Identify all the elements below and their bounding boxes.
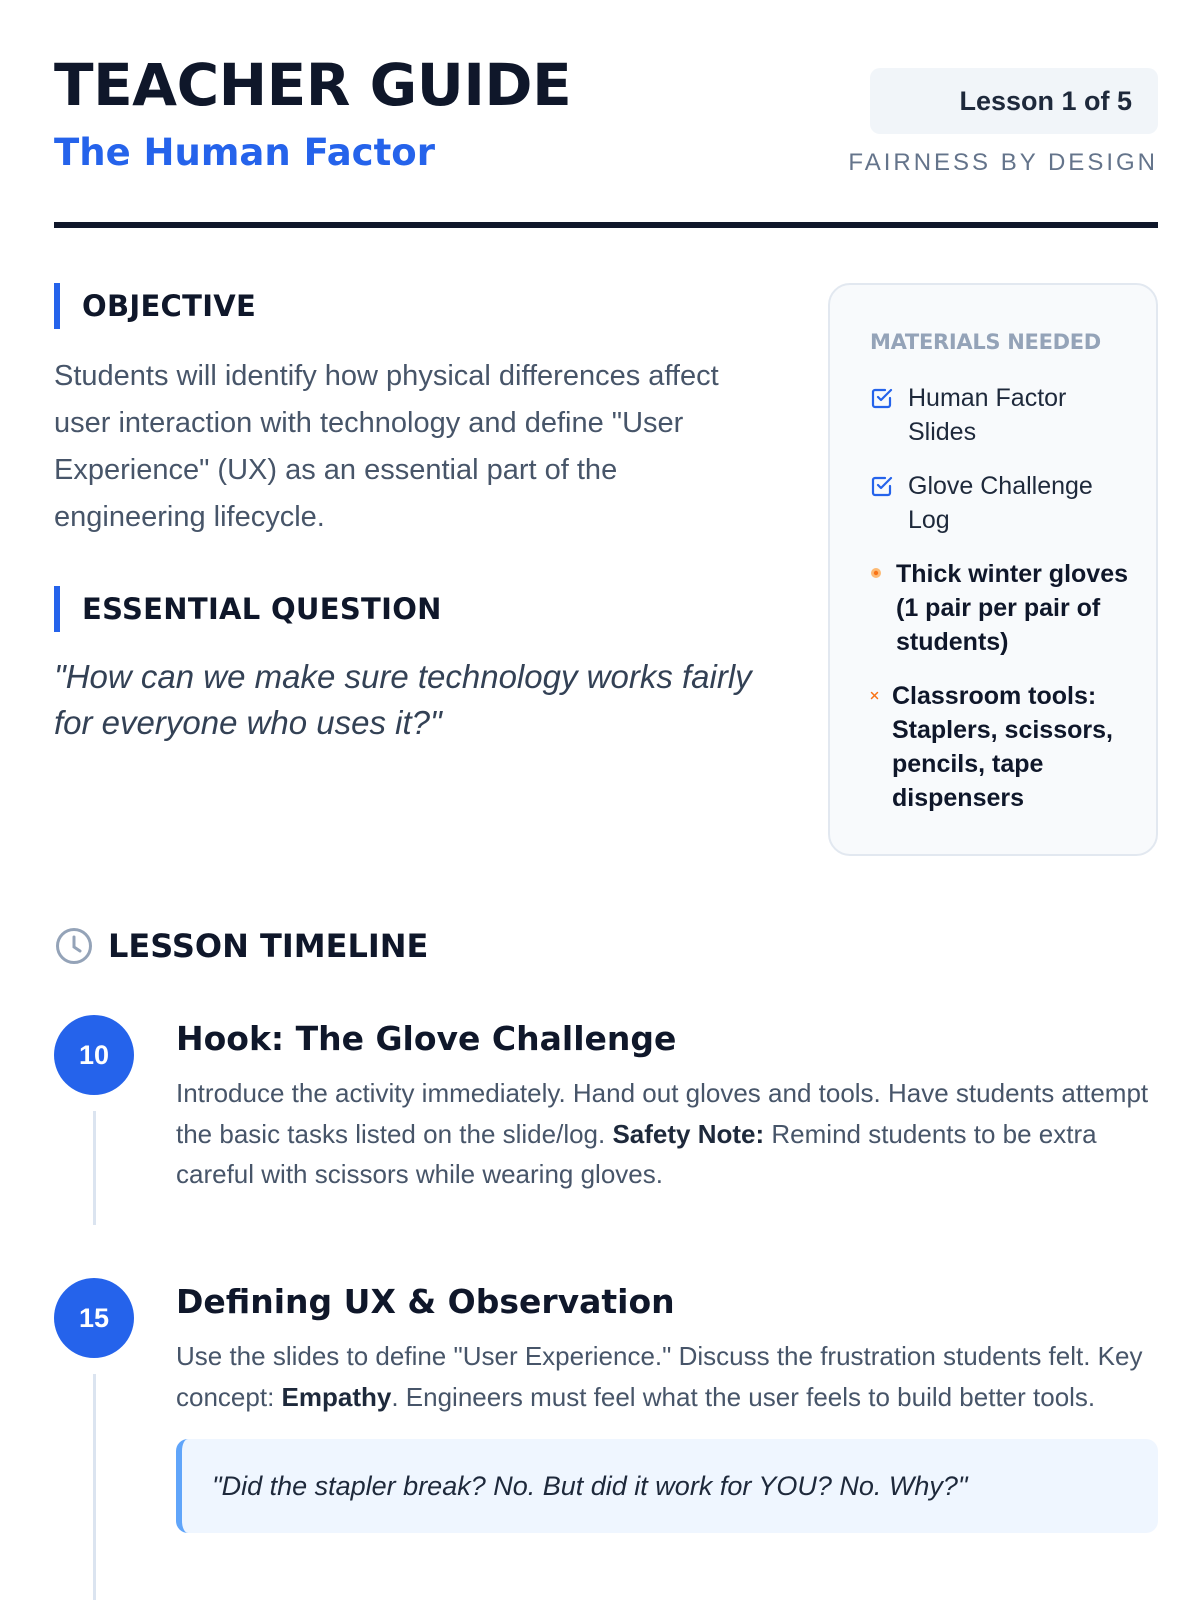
timeline-title: LESSON TIMELINE [108,927,429,965]
list-item [870,557,1132,659]
material-label: Glove Challenge Log [908,472,1093,534]
lesson-subtitle: The Human Factor [54,131,435,174]
list-item [870,469,1132,537]
checkbox-icon [870,386,896,410]
key-concept-label: Empathy [281,1381,392,1412]
timeline-item-description [176,1336,1158,1417]
materials-card [828,283,1158,856]
description-text: Remind students to be extra careful with scissors while wearing gloves. [176,1118,1097,1189]
guide-header [54,52,1158,228]
timeline-body [176,1278,1158,1533]
page-title: TEACHER GUIDE [54,51,572,119]
objective-heading: OBJECTIVE [54,283,774,329]
series-name: FAIRNESS BY DESIGN [848,149,1158,176]
duration-badge: 10 [54,1015,134,1095]
timeline-connector [93,1374,96,1600]
timeline-item-title: Hook: The Glove Challenge [176,1019,677,1058]
list-item [870,679,1132,815]
list-item [870,381,1132,449]
essential-question-heading: ESSENTIAL QUESTION [54,586,774,632]
materials-list [870,381,1132,815]
objective-text: Students will identify how physical differences affect user interaction with technology and define "User Experience" (UX) as an essential part of the engineering lifecycle. [54,360,719,533]
description-text: Introduce the activity immediately. Hand out gloves and tools. Have students attempt the basic tasks listed on the slide/log. [176,1078,1149,1149]
discussion-quote: "Did the stapler break? No. But did it work for YOU? No. Why?" [176,1439,1158,1533]
glove-bullet-icon [870,567,884,579]
timeline-item-title: Defining UX & Observation [176,1282,675,1321]
timeline-connector [93,1111,96,1225]
lesson-badge: Lesson 1 of 5 [870,68,1158,134]
clock-icon [54,926,94,966]
timeline-item-description [176,1073,1158,1195]
checkbox-icon [870,474,896,498]
material-label: Classroom tools: Staplers, scissors, pencils, tape dispensers [892,682,1113,812]
timeline-body [176,1015,1158,1195]
description-text: Use the slides to define "User Experience." Discuss the frustration students felt. Key concept: [176,1341,1143,1412]
material-label: Thick winter gloves (1 pair per pair of students) [896,560,1129,656]
description-text: . Engineers must feel what the user feels to build better tools. [391,1381,1096,1412]
duration-badge: 15 [54,1278,134,1358]
timeline-heading [54,926,428,966]
teacher-guide-page [54,0,1158,1600]
objective-column [54,283,774,746]
material-label: Human Factor Slides [908,384,1067,446]
essential-question-text: "How can we make sure technology works fairly for everyone who uses it?" [54,658,752,741]
materials-heading: MATERIALS NEEDED [870,330,1101,354]
safety-note-label: Safety Note: [612,1118,765,1149]
scissors-bullet-icon [870,691,880,700]
